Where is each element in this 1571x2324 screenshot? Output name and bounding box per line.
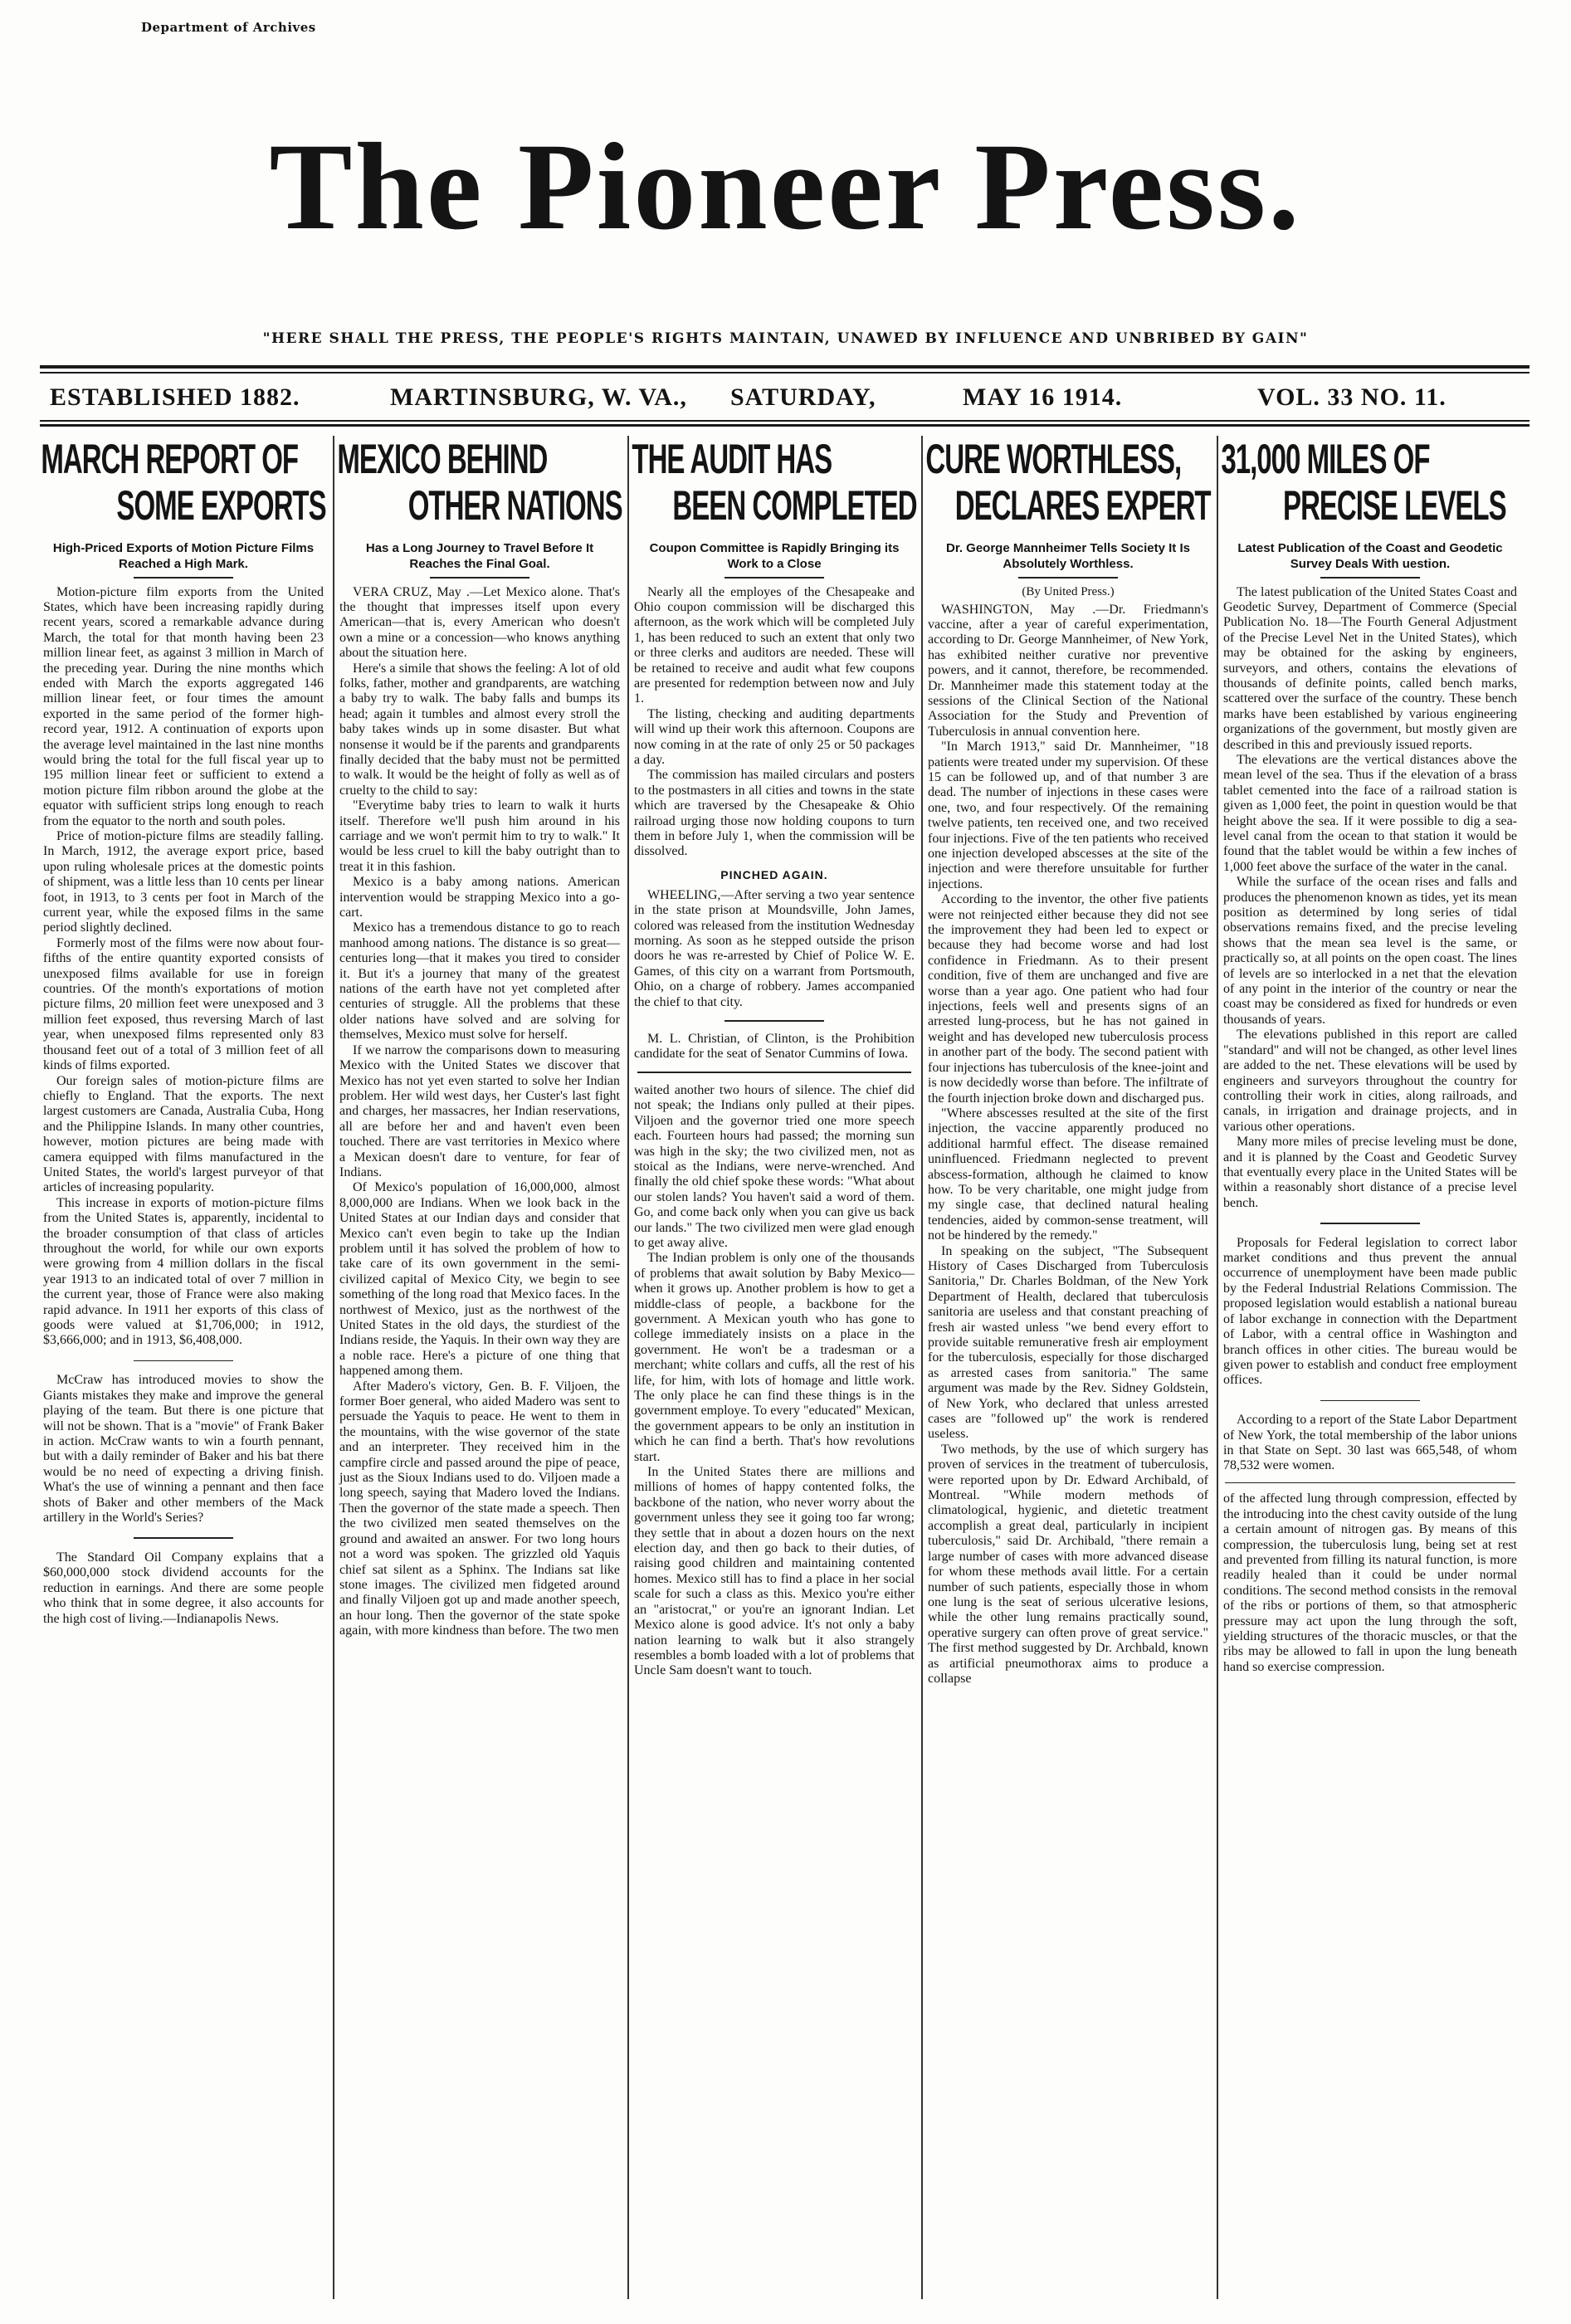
paragraph: Two methods, by the use of which surgery has proven of services in the treatment of tuberculosis, were reported upon by Dr. Edward Archibald, of Montreal. "While modern methods of climatological, hygienic, and dietetic treatment accomplish a great deal, particularly in incipient tuberculosis," said Dr. Archibald, "there remain a large number of cases with more advanced disease for whom these methods avail little. For a certain number of such patients, especially those in whom one lung is the seat of serious ulcerative lesions, while the other lung remains practically sound, operative surgery can often prove of great service." The first method suggested by Dr. Archbald, known as artificial pneumothorax aims to produce a collapse	[928, 1442, 1208, 1686]
paragraph: Formerly most of the films were now about four-fifths of the entire quantity exported consists of unexposed films available for use in foreign countries. Of the month's exportations of motion picture films, 20 million feet were unexposed and 3 million feet exposed, thus reversing March of last year, when unexposed films represented only 83 thousand feet out of a total of 3 million feet of all kinds of films exported.	[43, 935, 324, 1073]
paragraph: The elevations published in this report are called "standard" and will not be changed, as other level lines are added to the net. These elevations will be used by engineers and surveyors throughout the country for controlling their work in cities, along railroads, and canals, in irrigation and drainage projects, and in various other operations.	[1223, 1028, 1517, 1134]
paragraph: This increase in exports of motion-picture films from the United States is, apparently, incidental to the broader consumption of that class of articles throughout the world, for while our own exports were growing from 4 million dollars in the fiscal year 1913 to an indicated total of over 7 million in the current year, those of France were also making rapid advance. In 1911 her exports of this class of goods were valued at $1,706,000; in 1912, $3,666,000; and in 1913, $6,408,000.	[43, 1195, 324, 1348]
day: SATURDAY,	[730, 383, 876, 411]
masthead-title: The Pioneer Press.	[269, 118, 1302, 256]
headline: MARCH REPORT OF SOME EXPORTS	[41, 436, 326, 529]
divider	[1320, 1400, 1420, 1402]
article-levels	[1220, 436, 1520, 2307]
paragraph: According to the inventor, the other five patients were not reinjected either because they did not see the improvement they had been led to expect or because they had become worse and had lost confidence in Friedmann. As to their present condition, five of them are unchanged and five are worse than a year ago. One patient who had four injections, feels well and presents signs of an arrested lung-process, but he has not gained in weight and has developed new tuberculosis process in another part of the body. The second patient with four injections has tuberculosis of the knee-joint and is now decidedly worse than before. The infiltrate of the fourth injection broke down and discharged pus.	[928, 892, 1208, 1106]
divider	[1320, 577, 1420, 579]
byline: (By United Press.)	[1022, 584, 1115, 598]
paragraph: "Everytime baby tries to learn to walk it hurts itself. Therefore we'll push him around in his carriage and we won't permit him to try to walk." It would be less cruel to kill the baby outright than to treat it in this fashion.	[339, 798, 620, 874]
rule-under-dateline-thin	[40, 420, 1530, 422]
headline: MEXICO BEHIND OTHER NATIONS	[337, 436, 622, 529]
paragraph: After Madero's victory, Gen. B. F. Viljoen, the former Boer general, who aided Madero was sent to persuade the Yaquis to peace. He went to them in the mountains, with the wise governor of the state and an interpreter. They received him in the campfire circle and passed around the pipe of peace, just as the Sioux Indians used to do. Viljoen made a long speech, saying that Madero loved the Indians. Then the governor of the state made a speech. Then the two civilized men seated themselves on the ground and awaited an answer. For two long hours not a word was spoken. The grizzled old Yaquis chief sat silent as a Sphinx. The Indians sat like stone images. The civilized men fidgeted around and finally Viljoen got up and made another speech, an hour long. Then the governor of the state spoke again, with more kindness than before. The two men	[339, 1379, 620, 1638]
deck: Coupon Committee is Rapidly Bringing its Work to a Close	[649, 541, 900, 571]
paragraph: Motion-picture film exports from the United States, which have been increasing rapidly during recent years, scored a remarkable advance during March, the total for that month having been 23 million linear feet, as against 3 million in March of the preceding year. During the nine months which ended with March the exports aggregated 146 million linear feet, or four times the amount exported in the same period of the former high-record year, 1912. A continuation of exports upon the average level maintained in the last nine months would bring the total for the full fiscal year up to 195 million linear feet or sufficient to extend a motion picture film ribbon around the globe at the equator with sufficient strips long enough to reach from the equator to the north and south poles.	[43, 584, 324, 828]
paragraph: If we narrow the comparisons down to measuring Mexico with the United States we discover that Mexico has not yet even started to solve her Indian problem. Her wild west days, her Custer's last fight and charges, her massacres, her Indian reservations, all are before her and and haven't even been touched. There are vast territories in Mexico where a Mexican doesn't dare to venture, for fear of Indians.	[339, 1042, 620, 1179]
paragraph: The Indian problem is only one of the thousands of problems that await solution by Baby Mexico—when it grows up. Another problem is how to get a middle-class of people, a backbone for the government. A Mexican youth who has gone to college immediately insists on a place in the government. He won't be a tradesman or a merchant; white collars and cuffs, all the rest of his life, for him, with lots of homage and little work. The only place he can find these things is in the government employe. To every "educated" Mexican, the government appears to be only an institution in which he can find a berth. That's how revolutions start.	[634, 1251, 915, 1464]
column-separator	[1217, 436, 1218, 2299]
paragraph: The latest publication of the United States Coast and Geodetic Survey, Department of Commerce (Special Publication No. 18—The Fourth General Adjustment of the Precise Level Net in the United States), which may be obtained for the asking by engineers, surveyors, and others, contains the elevations of thousands of definite points, called bench marks, scattered over the surface of the country. These bench marks have been established by various engineering organizations of the government, but mostly given are described in this and previously issued reports.	[1223, 584, 1517, 752]
paragraph: The listing, checking and auditing departments will wind up their work this afternoon. Coupons are now coming in at the rate of only 25 or 50 packages a day.	[634, 706, 915, 767]
column-separator	[627, 436, 629, 2299]
rule-under-dateline-thick	[40, 424, 1530, 427]
paragraph: waited another two hours of silence. The chief did not speak; the Indians only pulled at their pipes. Viljoen and the governor tried one more speech each. Fourteen hours had passed; the morning sun was high in the sky; the two civilized men, not as stoical as the Indians, were nerve-wrenched. And finally the old chief spoke these words: "What about our stolen lands? You haven't said a word of them. Go, and come back only when you can give us back our lands." The two civilized men were glad enough to get away alive.	[634, 1082, 915, 1250]
paragraph: According to a report of the State Labor Department of New York, the total membership of the labor unions in that State on Sept. 30 last was 665,548, of whom 78,532 were women.	[1223, 1413, 1517, 1473]
divider	[1225, 1482, 1515, 1484]
paragraph: The elevations are the vertical distances above the mean level of the sea. Thus if the elevation of a brass tablet cemented into the face of a railroad station is given as 1,000 feet, the point in question would be that height above the sea. If it were possible to dig a sea-level canal from the ocean to that station it would be found that the tablet would be within a few inches of 1,000 feet above the surface of the water in the canal.	[1223, 752, 1517, 874]
headline: THE AUDIT HAS BEEN COMPLETED	[632, 436, 917, 529]
paragraph: VERA CRUZ, May .—Let Mexico alone. That's the thought that impresses itself upon every American—that is, every American who doesn't own a mine or a concession—who knows anything about the situation here.	[339, 584, 620, 661]
deck: High-Priced Exports of Motion Picture Films Reached a High Mark.	[52, 541, 315, 571]
paragraph: While the surface of the ocean rises and falls and produces the phenomenon known as tides, yet its mean position as determined by long series of tidal observations remains fixed, and the precise leveling shows that the mean sea level is the same, or practically so, at all points on the open coast. The lines of levels are so interlocked in a net that the elevation of any point in the interior of the country or near the coast may be considered as fixed for hundreds or even thousands of years.	[1223, 875, 1517, 1027]
paragraph: "In March 1913," said Dr. Mannheimer, "18 patients were treated under my supervision. Of these 15 can be followed up, and of that number 3 are dead. The number of injections in these cases were one, two, and four respectively. Of the remaining twelve patients, ten received one, and two received four injections. Five of the ten patients who received one injection developed abscesses at the site of the injection and were therefore unsuitable for further injections.	[928, 740, 1208, 891]
paragraph: Mexico has a tremendous distance to go to reach manhood among nations. The distance is so great—centuries long—that it makes you tired to consider it. But it's a journey that many of the greatest nations of the earth have not yet completed after centuries of struggle. All the problems that these older nations have solved and are solving for themselves, Mexico must solve for herself.	[339, 920, 620, 1042]
paragraph: Our foreign sales of motion-picture films are chiefly to England. That the exports. The next largest customers are Canada, Australia Cuba, Hong and the Philippine Islands. In many other countries, however, motion pictures are being made with camera equipped with films manufactured in the United States, the world's largest purveyor of that articles of increasing popularity.	[43, 1073, 324, 1195]
paragraph: Here's a simile that shows the feeling: A lot of old folks, father, mother and grandparents, are watching a baby try to walk. The baby falls and bumps its head; again it tumbles and almost every stroll the baby takes winds up in some disaster. But what nonsense it would be if the parents and grandparents finally decided that the baby must not be permitted to walk. It would be the height of folly as well as of cruelty to the child to say:	[339, 661, 620, 798]
volume: VOL. 33 NO. 11.	[1257, 383, 1447, 411]
headline: 31,000 MILES OF PRECISE LEVELS	[1221, 436, 1506, 529]
motto: "HERE SHALL THE PRESS, THE PEOPLE'S RIGHTS MAINTAIN, UNAWED BY INFLUENCE AND UNBRIBED BY GAIN"	[262, 330, 1309, 347]
divider	[430, 577, 529, 579]
divider	[725, 577, 824, 579]
divider	[134, 577, 233, 579]
deck: Latest Publication of the Coast and Geodetic Survey Deals With uestion.	[1237, 541, 1503, 571]
paragraph: Mexico is a baby among nations. American intervention would be strapping Mexico into a go-cart.	[339, 875, 620, 920]
paragraph: Price of motion-picture films are steadily falling. In March, 1912, the average export price, based upon ruling wholesale prices at the domestic points of shipment, was a little less than 10 cents per linear foot, in 1913, to 3 cents per foot in March of the current year, while the exposed films in the same period slightly declined.	[43, 829, 324, 935]
dateline	[50, 383, 1519, 417]
paragraph: M. L. Christian, of Clinton, is the Prohibition candidate for the seat of Senator Cummins of Iowa.	[634, 1031, 915, 1061]
paragraph: Proposals for Federal legislation to correct labor market conditions and thus prevent the annual occurrence of unemployment have been made public by the Federal Industrial Relations Commission. The proposed legislation would establish a national bureau of labor exchange in connection with the Department of Labor, with a central office in Washington and branch offices in other cities. The bureau would be given power to establish and conduct free employment offices.	[1223, 1235, 1517, 1388]
paragraph: Of Mexico's population of 16,000,000, almost 8,000,000 are Indians. When we look back in the United States at our Indian days and consider that Mexico can't even begin to take up the Indian problem until it has solved the problem of how to take care of its own government in the semi-civilized capital of Mexico City, we begin to see something of the long road that Mexico faces. In the northwest of Mexico, just as the northwest of the United States in the old days, the sturdiest of the Indians reside, the Yaquis. In their own way they are a noble race. Here's a picture of one thing that happened among them.	[339, 1180, 620, 1379]
divider	[1320, 1223, 1420, 1224]
subhead: PINCHED AGAIN.	[720, 867, 828, 881]
paragraph: In the United States there are millions and millions of homes of happy contented folks, the backbone of the nation, who never worry about the government unless they see it going too far wrong; they settle that in about a dozen hours on the next election day, and then go back to their duties, of raising good children and maintaining contented homes. Mexico still has to find a place in her social scale for such a class as this. Mexico you're either an "aristocrat," or you're an ignorant Indian. Let Mexico alone is good advice. It's not only a baby nation learning to walk but it also strangely resembles a bomb loaded with a lot of problems that Uncle Sam doesn't want to touch.	[634, 1465, 915, 1678]
column-separator	[333, 436, 334, 2299]
paragraph: WHEELING,—After serving a two year sentence in the state prison at Moundsville, John James, colored was released from the institution Wednesday morning. As soon as he stepped outside the prison doors he was re-arrested by Chief of Police W. E. Games, of this city on a warrant from Portsmouth, Ohio, on a charge of robbery. James accompanied the chief to that city.	[634, 887, 915, 1009]
divider	[725, 1020, 824, 1022]
deck: Dr. George Mannheimer Tells Society It Is Absolutely Worthless.	[946, 541, 1190, 571]
paragraph: McCraw has introduced movies to show the Giants mistakes they make and improve the general playing of the team. But there is one picture that will not be shown. That is a "movie" of Frank Baker in action. McCraw wants to win a fourth pennant, but with a daily reminder of Baker and his bat there would be no need of expecting a driving finish. What's the use of winning a pennant and then face shots of Baker and other members of the Mack artillery in the World's Series?	[43, 1373, 324, 1525]
divider	[1018, 577, 1118, 579]
established: ESTABLISHED 1882.	[50, 383, 300, 411]
paragraph: Many more miles of precise leveling must be done, and it is planned by the Coast and Geodetic Survey that eventually every place in the United States will be within a reasonably short distance of a precise level bench.	[1223, 1135, 1517, 1210]
article-mexico	[336, 436, 623, 2307]
date: MAY 16 1914.	[963, 383, 1123, 411]
deck: Has a Long Journey to Travel Before It Reaches the Final Goal.	[365, 541, 594, 571]
paragraph: Nearly all the employes of the Chesapeake and Ohio coupon commission will be discharged this afternoon, as the work which will be completed July 1, has been reduced to such an extent that only two or three clerks and auditors are needed. These will be retained to receive and audit what few coupons are presented for redemption between now and July 1.	[634, 584, 915, 706]
archive-stamp: Department of Archives	[141, 20, 316, 35]
paragraph: "Where abscesses resulted at the site of the first injection, the vaccine apparently produced no additional harmful effect. The disease remained uninfluenced. Friedmann neglected to prevent abscess-formation, although he claimed to know how. To be very charitable, one might judge from my single case, that declined natural healing tendencies, aided by common-sense treatment, will not be hindered by the remedy."	[928, 1106, 1208, 1243]
divider	[134, 1537, 233, 1539]
divider	[637, 1072, 911, 1073]
article-cure	[925, 436, 1212, 2307]
paragraph: WASHINGTON, May .—Dr. Friedmann's vaccine, after a year of careful experimentation, according to Dr. George Mannheimer, of New York, has exhibited neither curative nor preventive powers, and it cannot, therefore, be recommended. Dr. Mannheimer made this statement today at the sessions of the Clinical Section of the National Association for the Study and Prevention of Tuberculosis in annual convention here.	[928, 602, 1208, 739]
headline: CURE WORTHLESS, DECLARES EXPERT	[925, 436, 1211, 529]
paragraph: In speaking on the subject, "The Subsequent History of Cases Discharged from Tuberculosis Sanitoria," Dr. Charles Boldman, of the New York Department of Health, declared that tuberculosis sanitoria are useless and that constant preaching of fresh air wasted unless "we bend every effort to provide suitable remunerative fresh air employment for the tuberculosis, especially for those discharged as arrested cases from sanitoria." The same argument was made by the Rev. Sidney Goldstein, of New York, who declared that unless arrested cases are "followed up" the work is rendered useless.	[928, 1243, 1208, 1442]
article-audit	[631, 436, 918, 2307]
paragraph: of the affected lung through compression, effected by the introducing into the chest cavity outside of the lung a certain amount of nitrogen gas. By means of this compression, the tuberculosis lung, being set at rest and prevented from filling its natural function, is more readily healed than it could be under normal conditions. The second method consists in the removal of the ribs or portions of them, so that atmospheric pressure may act upon the lung through the soft, yielding structures of the thoracic muscles, or that the ribs may be allowed to fall in upon the lung beneath hand so exercise compression.	[1223, 1492, 1517, 1674]
location: MARTINSBURG, W. VA.,	[390, 383, 687, 411]
article-exports	[40, 436, 327, 2307]
rule-top-thick	[40, 365, 1530, 369]
paragraph: The Standard Oil Company explains that a $60,000,000 stock dividend accounts for the reduction in earnings. And there are some people who think that in some degree, it also accounts for the high cost of living.—Indianapolis News.	[43, 1550, 324, 1626]
divider	[134, 1360, 233, 1362]
paragraph: The commission has mailed circulars and posters to the postmasters in all cities and towns in the state which are traversed by the Chesapeake & Ohio railroad urging those now holding coupons to turn them in before July 1, when the commission will be dissolved.	[634, 768, 915, 859]
column-separator	[921, 436, 923, 2299]
rule-top-thin	[40, 372, 1530, 374]
